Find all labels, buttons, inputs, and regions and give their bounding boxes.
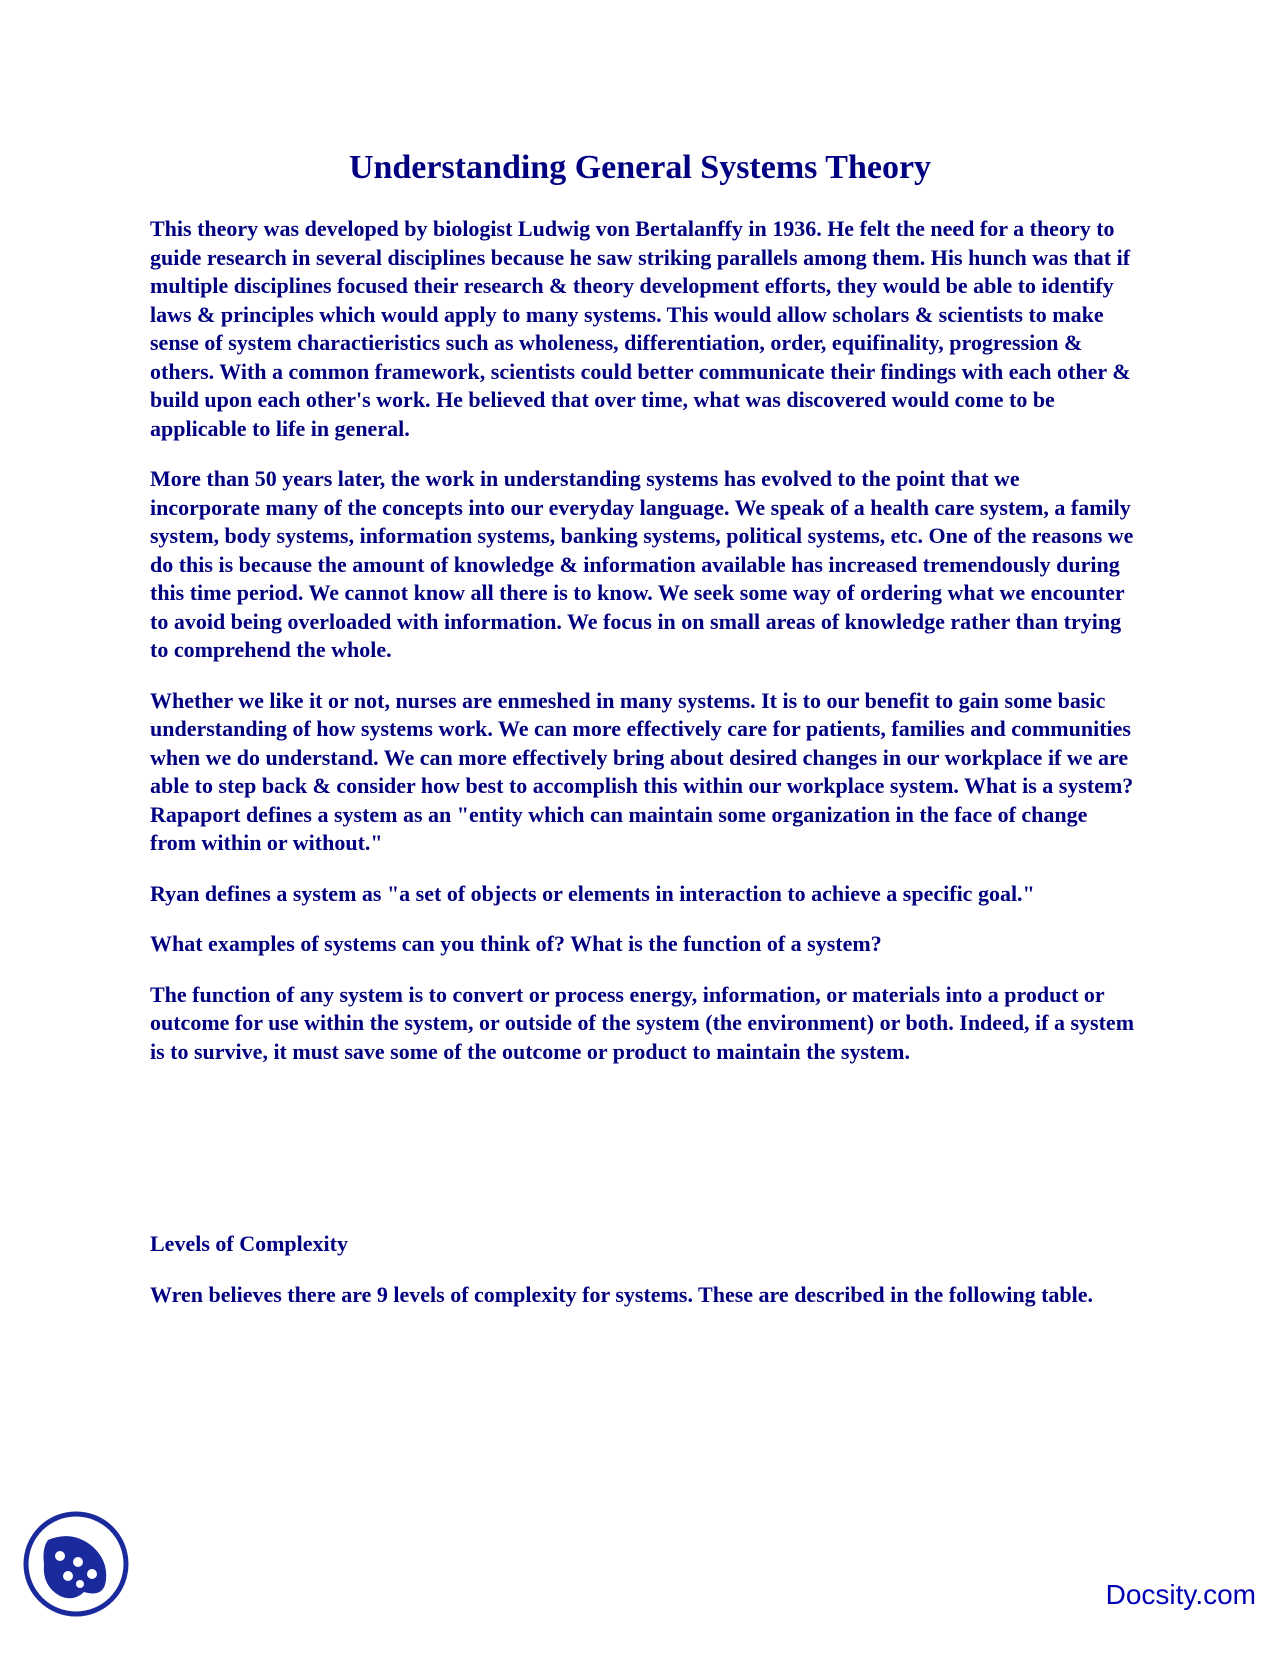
blank-space — [150, 1088, 1135, 1230]
document-body — [150, 215, 1135, 1331]
docsity-logo-icon — [22, 1510, 130, 1618]
page-title: Understanding General Systems Theory — [348, 149, 932, 186]
paragraph-origin: This theory was developed by biologist Ludwig von Bertalanffy in 1936. He felt the need for a theory to guide research in several disciplines because he saw striking parallels among them. His hunch was that if multiple disciplines focused their research & theory development efforts, they would be able to identify laws & principles which would apply to many systems. This would allow scholars & scientists to make sense of system charactieristics such as wholeness, differentiation, order, equifinality, progression & others. With a common framework, scientists could better communicate their findings with each other & build upon each other's work. He believed that over time, what was discovered would come to be applicable to life in general. — [150, 216, 1131, 441]
paragraph-question: What examples of systems can you think of? What is the function of a system? — [150, 931, 882, 956]
docsity-watermark[interactable]: Docsity.com — [1105, 1579, 1256, 1610]
paragraph-rapaport: Rapaport defines a system as an "entity which can maintain some organization in the face of change from within or without." — [150, 801, 1088, 855]
paragraph-evolution: More than 50 years later, the work in understanding systems has evolved to the point that we incorporate many of the concepts into our everyday language. We speak of a health care system, a family system, body systems, information systems, banking systems, political systems, etc. One of the reasons we do this is because the amount of knowledge & information available has increased tremendously during this time period. We cannot know all there is to know. We seek some way of ordering what we encounter to avoid being overloaded with information. We focus in on small areas of knowledge rather than trying to comprehend the whole. — [150, 466, 1134, 662]
paragraph-levels: Wren believes there are 9 levels of complexity for systems. These are described in the following table. — [150, 1281, 1094, 1307]
paragraph-nurses: Whether we like it or not, nurses are enmeshed in many systems. It is to our benefit to gain some basic understanding of how systems work. We can more effectively care for patients, families and communities when we do understand. We can more effectively bring about desired changes in our workplace if we are able to step back & consider how best to accomplish this within our workplace system. What is a system? — [150, 687, 1134, 798]
paragraph-function: The function of any system is to convert or process energy, information, or materials into a product or outcome for use within the system, or outside of the system (the environment) or both. Indeed, if a system is to survive, it must save some of the outcome or product to maintain the system. — [150, 981, 1135, 1064]
section-heading: Levels of Complexity — [150, 1231, 348, 1256]
paragraph-ryan: Ryan defines a system as "a set of objects or elements in interaction to achieve a specific goal." — [150, 880, 1035, 906]
